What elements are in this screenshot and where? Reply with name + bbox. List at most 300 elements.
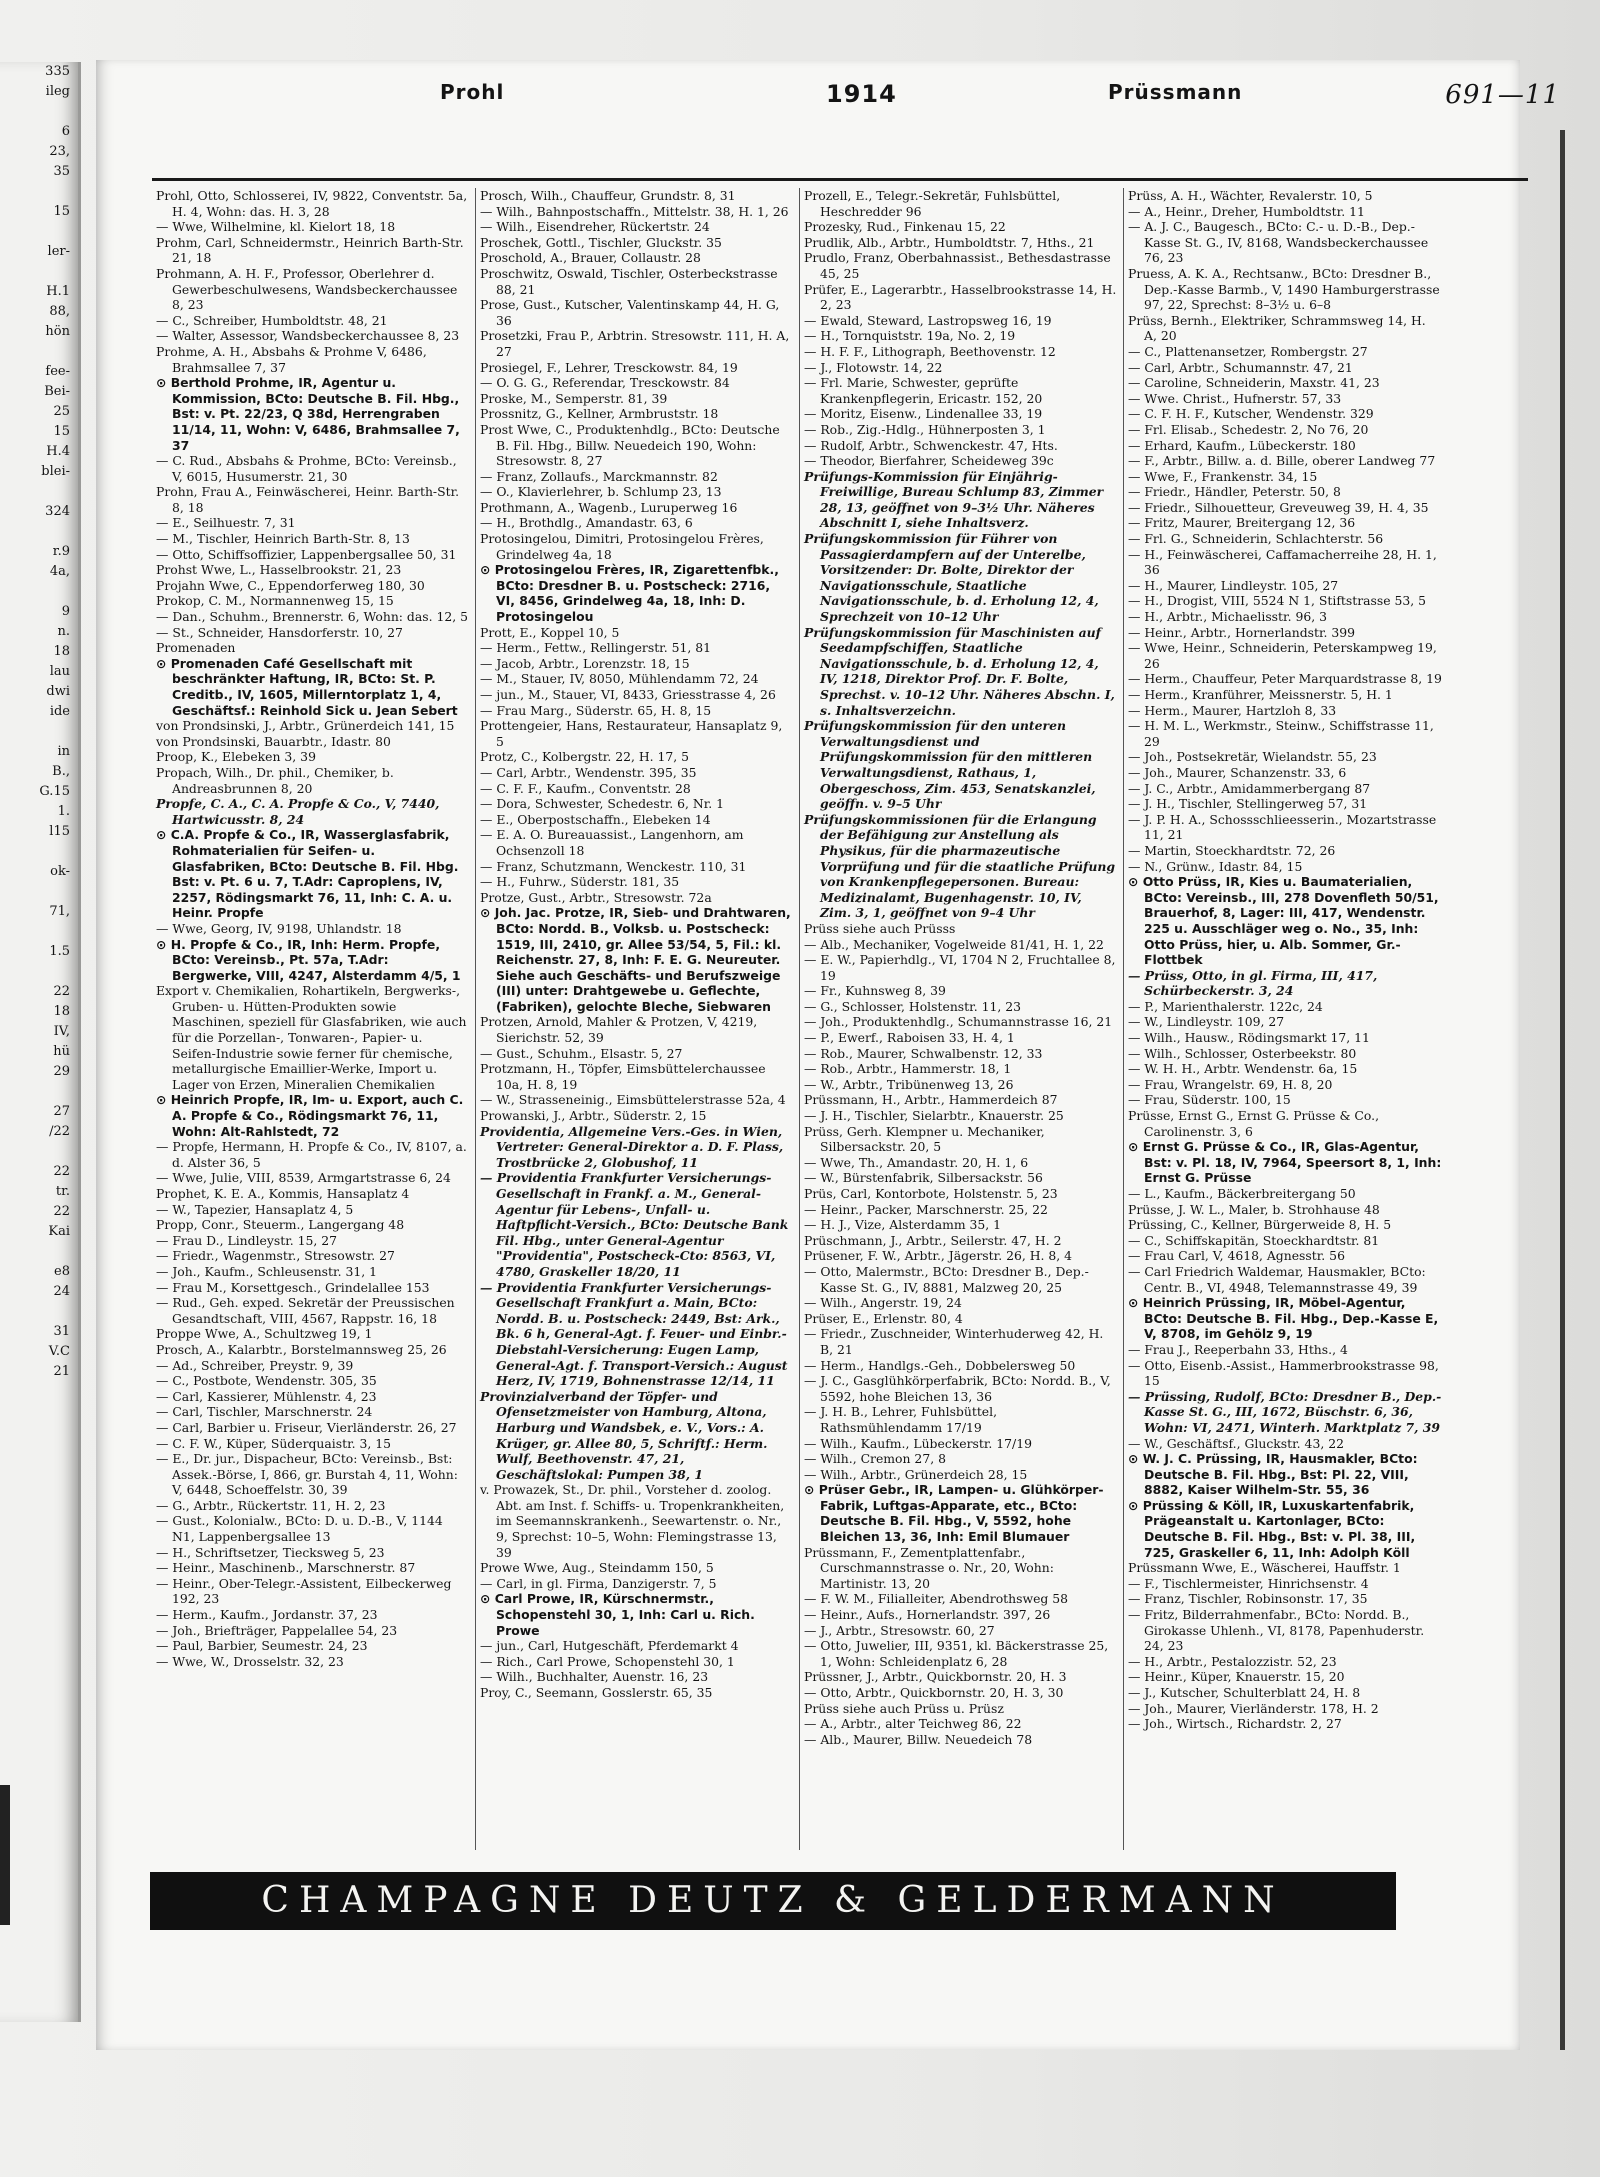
directory-entry: — Rob., Zig.-Hdlg., Hühnerposten 3, 1 — [804, 421, 1046, 437]
directory-entry: — J., Flotowstr. 14, 22 — [804, 359, 943, 375]
directory-entry: ⊙ Otto Prüss, IR, Kies u. Baumaterialien, BCto: Vereinsb., III, 278 Dovenfleth 50/51, Brauerhof, 8, Lager: III, 417, Wendenstr. 225 u. Ausschläger weg o. No., 35, Inh: Otto Prüss, hier, u. Alb. Sommer, Gr.-Flottbek — [1128, 874, 1439, 968]
directory-entry: — G., Schlosser, Holstenstr. 11, 23 — [804, 998, 1021, 1014]
directory-entry: Prüss, Bernh., Elektriker, Schrammsweg 14, H. A, 20 — [1128, 312, 1426, 344]
directory-entry: — A., Arbtr., alter Teichweg 86, 22 — [804, 1716, 1022, 1732]
directory-entry: — Ewald, Steward, Lastropsweg 16, 19 — [804, 312, 1052, 328]
directory-entry: — C. F. F., Kaufm., Conventstr. 28 — [480, 780, 691, 796]
directory-entry: Prudlik, Alb., Arbtr., Humboldtstr. 7, Hths., 21 — [804, 234, 1095, 250]
directory-entry: — Paul, Barbier, Seumestr. 24, 23 — [156, 1638, 368, 1654]
directory-entry: — Prüssing, Rudolf, BCto: Dresdner B., Dep.-Kasse St. G., III, 1672, Büschstr. 6, 36, Wohn: VI, 2471, Winterh. Marktplatz 7, 39 — [1128, 1388, 1442, 1435]
directory-entry: — Jacob, Arbtr., Lorenzstr. 18, 15 — [480, 655, 690, 671]
directory-entry: — Frl. Marie, Schwester, geprüfte Krankenpflegerin, Ericastr. 152, 20 — [804, 375, 1043, 406]
directory-entry: — Walter, Assessor, Wandsbeckerchaussee 8, 23 — [156, 328, 460, 344]
facing-page-edge — [0, 62, 81, 2022]
facing-page-fragment — [0, 882, 78, 902]
directory-entry: — A., Heinr., Dreher, Humboldtstr. 11 — [1128, 203, 1365, 219]
facing-page-fragment — [0, 182, 78, 202]
directory-entry: — O. G. G., Referendar, Tresckowstr. 84 — [480, 375, 730, 391]
directory-entry: — O., Klavierlehrer, b. Schlump 23, 13 — [480, 484, 722, 500]
directory-entry: — Wwe, W., Drosselstr. 32, 23 — [156, 1653, 344, 1669]
directory-entry: — Erhard, Kaufm., Lübeckerstr. 180 — [1128, 437, 1356, 453]
directory-entry: — H., Tornquiststr. 19a, No. 2, 19 — [804, 328, 1016, 344]
directory-entry: — Otto, Eisenb.-Assist., Hammerbrookstrasse 98, 15 — [1128, 1357, 1439, 1389]
facing-page-fragment: IV, — [53, 1024, 70, 1039]
facing-page-fragment — [0, 962, 78, 982]
directory-entry: — Joh., Wirtsch., Richardstr. 2, 27 — [1128, 1716, 1342, 1732]
directory-entry: Prohst Wwe, L., Hasselbrookstr. 21, 23 — [156, 562, 402, 578]
facing-page-fragment: e8 — [54, 1264, 70, 1279]
facing-page-fragment — [0, 222, 78, 242]
directory-entry: — Propfe, Hermann, H. Propfe & Co., IV, 8107, a. d. Alster 36, 5 — [156, 1139, 467, 1170]
directory-entry: — E. A. O. Bureauassist., Langenhorn, am Ochsenzoll 18 — [480, 827, 744, 858]
directory-entry: Prüssmann, H., Arbtr., Hammerdeich 87 — [804, 1092, 1058, 1108]
directory-entry: von Prondsinski, J., Arbtr., Grünerdeich 141, 15 — [156, 718, 455, 734]
directory-entry: Prüss, A. H., Wächter, Revalerstr. 10, 5 — [1128, 188, 1373, 203]
directory-entry: — J. P. H. A., Schossschlieesserin., Mozartstrasse 11, 21 — [1128, 811, 1437, 843]
facing-page-fragment: 9 — [61, 604, 70, 619]
directory-columns — [152, 188, 1448, 1850]
directory-entry: — W., Tapezier, Hansaplatz 4, 5 — [156, 1201, 354, 1217]
directory-entry: Prüss, Gerh. Klempner u. Mechaniker, Silbersackstr. 20, 5 — [804, 1123, 1045, 1155]
facing-page-fragment: fee- — [45, 364, 70, 379]
facing-page-fragment: 21 — [53, 1364, 70, 1379]
facing-page-fragment — [0, 1082, 78, 1102]
facing-page-fragment — [0, 1302, 78, 1322]
directory-entry: — C., Schiffskapitän, Stoeckhardtstr. 81 — [1128, 1232, 1380, 1248]
header-rule — [152, 178, 1528, 181]
directory-entry: Proppe Wwe, A., Schultzweg 19, 1 — [156, 1326, 373, 1342]
directory-entry: Prokop, C. M., Normannenweg 15, 15 — [156, 593, 394, 609]
facing-page-fragment: 27 — [53, 1104, 70, 1119]
facing-page-fragment: 1.5 — [49, 944, 70, 959]
facing-page-fragment: 324 — [45, 504, 70, 519]
directory-entry: — C. Rud., Absbahs & Prohme, BCto: Vereinsb., V, 6015, Husumerstr. 21, 30 — [156, 453, 457, 484]
facing-page-ad-edge — [0, 1785, 10, 1925]
facing-page-fragment: H.1 — [46, 284, 70, 299]
directory-entry: — H., Schriftsetzer, Tiecksweg 5, 23 — [156, 1544, 385, 1560]
directory-entry: — Heinr., Maschinenb., Marschnerstr. 87 — [156, 1560, 416, 1576]
directory-entry: — Wilh., Hausw., Rödingsmarkt 17, 11 — [1128, 1030, 1370, 1046]
directory-entry: — Heinr., Packer, Marschnerstr. 25, 22 — [804, 1201, 1048, 1217]
directory-entry: — Prüss, Otto, in gl. Firma, III, 417, Schürbeckerstr. 3, 24 — [1128, 967, 1378, 999]
directory-entry: — St., Schneider, Hansdorferstr. 10, 27 — [156, 624, 403, 640]
directory-entry: — Carl, Tischler, Marschnerstr. 24 — [156, 1404, 373, 1420]
facing-page-fragment: V.C — [48, 1344, 70, 1359]
directory-entry: — Caroline, Schneiderin, Maxstr. 41, 23 — [1128, 375, 1380, 391]
facing-page-fragment: /22 — [49, 1124, 70, 1139]
directory-entry: — Wilh., Arbtr., Grünerdeich 28, 15 — [804, 1466, 1028, 1482]
directory-entry: — Frau Marg., Süderstr. 65, H. 8, 15 — [480, 702, 712, 718]
directory-column-3 — [800, 188, 1124, 1850]
facing-page-fragment: 4a, — [49, 564, 70, 579]
page-number: 691—11 — [1445, 80, 1560, 110]
directory-entry: — F., Tischlermeister, Hinrichsenstr. 4 — [1128, 1575, 1369, 1591]
directory-entry: Prüss siehe auch Prüss u. Prüsz — [804, 1700, 1004, 1716]
directory-entry: Export v. Chemikalien, Rohartikeln, Bergwerks-, Gruben- u. Hütten-Produkten sowie Maschinen, speziell für Glasfabriken, wie auch für die Porzellan-, Tonwaren-, Papier- u. Seifen-Industrie sowie ferner für chemische, metallurgische Emaillier-Werke, Import u. Lager von Erzen, Mineralien Chemikalien — [156, 983, 467, 1092]
directory-entry: — H., Feinwäscherei, Caffamacherreihe 28, H. 1, 36 — [1128, 546, 1437, 578]
facing-page-fragment: Bei- — [44, 384, 70, 399]
running-head — [60, 80, 1560, 120]
directory-entry: Protze, Gust., Arbtr., Stresowstr. 72a — [480, 889, 712, 905]
directory-entry: — Martin, Stoeckhardtstr. 72, 26 — [1128, 842, 1336, 858]
directory-entry: — J. C., Arbtr., Amidammerbergang 87 — [1128, 780, 1371, 796]
directory-entry: Protzen, Arnold, Mahler & Protzen, V, 4219, Sierichstr. 52, 39 — [480, 1014, 758, 1046]
facing-page-fragment — [0, 582, 78, 602]
advertisement-banner: CHAMPAGNE DEUTZ & GELDERMANN — [150, 1872, 1396, 1930]
directory-entry: — Wwe. Christ., Hufnerstr. 57, 33 — [1128, 390, 1342, 406]
facing-page-fragment — [0, 482, 78, 502]
directory-entry: — F. W. M., Filialleiter, Abendrothsweg 58 — [804, 1591, 1069, 1607]
directory-entry: Prüssmann, F., Zementplattenfabr., Curschmannstrasse o. Nr., 20, Wohn: Martinistr. 13, 20 — [804, 1544, 1054, 1591]
directory-entry: — H., Arbtr., Michaelisstr. 96, 3 — [1128, 609, 1327, 625]
directory-entry: — Wilh., Eisendreher, Rückertstr. 24 — [480, 219, 710, 235]
directory-entry: — Otto, Schiffsoffizier, Lappenbergsallee 50, 31 — [156, 546, 457, 562]
directory-entry: — Wwe, Wilhelmine, kl. Kielort 18, 18 — [156, 219, 396, 235]
directory-entry: v. Prowazek, St., Dr. phil., Vorsteher d. zoolog. Abt. am Inst. f. Schiffs- u. Tropenkrankheiten, im Seemannskrankenh., Seewartenstr. o. Nr., 9, Sprechst: 10–5, Wohn: Flemingstrasse 13, 39 — [480, 1482, 785, 1560]
directory-entry: — Wwe, Georg, IV, 9198, Uhlandstr. 18 — [156, 920, 402, 936]
directory-entry: — Dan., Schuhm., Brennerstr. 6, Wohn: das. 12, 5 — [156, 609, 469, 625]
directory-entry: Prüssing, C., Kellner, Bürgerweide 8, H. 5 — [1128, 1217, 1392, 1233]
directory-entry: — F., Arbtr., Billw. a. d. Bille, oberer Landweg 77 — [1128, 453, 1436, 469]
directory-entry: — E. W., Papierhdlg., VI, 1704 N 2, Fruchtallee 8, 19 — [804, 952, 1116, 983]
directory-entry: — Frau M., Korsettgesch., Grindelallee 153 — [156, 1279, 430, 1295]
directory-entry: — H., Arbtr., Pestalozzistr. 52, 23 — [1128, 1653, 1337, 1669]
directory-entry: — J. C., Gasglühkörperfabrik, BCto: Nordd. B., V, 5592, hohe Bleichen 13, 36 — [804, 1373, 1111, 1404]
directory-entry: — Rob., Arbtr., Hammerstr. 18, 1 — [804, 1061, 1012, 1077]
directory-entry: ⊙ Prüser Gebr., IR, Lampen- u. Glühkörper-Fabrik, Luftgas-Apparate, etc., BCto: Deutsche B. Fil. Hbg., V, 5592, hohe Bleichen 13, 36, Inh: Emil Blumauer — [804, 1482, 1104, 1545]
directory-entry: von Prondsinski, Bauarbtr., Idastr. 80 — [156, 733, 391, 749]
directory-entry: — Heinr., Küper, Knauerstr. 15, 20 — [1128, 1669, 1345, 1685]
directory-entry: Prosch, A., Kalarbtr., Borstelmannsweg 25, 26 — [156, 1341, 447, 1357]
page-edge-shadow — [1560, 130, 1565, 2050]
facing-page-fragment: Kai — [48, 1224, 70, 1239]
directory-entry: Prozell, E., Telegr.-Sekretär, Fuhlsbüttel, Heschredder 96 — [804, 188, 1061, 219]
directory-entry: — Joh., Produktenhdlg., Schumannstrasse 16, 21 — [804, 1014, 1113, 1030]
directory-entry: — H. F. F., Lithograph, Beethovenstr. 12 — [804, 343, 1056, 359]
directory-entry: — Rudolf, Arbtr., Schwenckestr. 47, Hts. — [804, 437, 1058, 453]
directory-entry: ⊙ Heinrich Prüssing, IR, Möbel-Agentur, BCto: Deutsche B. Fil. Hbg., Dep.-Kasse E, V, 8708, im Gehölz 9, 19 — [1128, 1295, 1439, 1342]
directory-entry: Prossnitz, G., Kellner, Armbruststr. 18 — [480, 406, 719, 422]
directory-entry: — Wilh., Buchhalter, Auenstr. 16, 23 — [480, 1669, 709, 1685]
directory-column-1 — [152, 188, 476, 1850]
directory-entry: Proop, K., Elebeken 3, 39 — [156, 749, 316, 765]
directory-entry: — E., Seilhuestr. 7, 31 — [156, 515, 296, 531]
directory-entry: ⊙ Promenaden Café Gesellschaft mit beschränkter Haftung, IR, BCto: St. P. Creditb., IV, 1605, Millerntorplatz 1, 4, Geschäftsf.: Reinhold Sick u. Jean Sebert — [156, 655, 458, 718]
directory-entry: Proschold, A., Brauer, Collaustr. 28 — [480, 250, 701, 266]
facing-page-fragment: 15 — [53, 424, 70, 439]
facing-page-fragment: H.4 — [46, 444, 70, 459]
directory-entry: Prohm, Carl, Schneidermstr., Heinrich Barth-Str. 21, 18 — [156, 234, 464, 266]
directory-entry: Prüfungskommissionen für die Erlangung der Befähigung zur Anstellung als Physikus, für die pharmazeutische Vorprüfung und für die staatliche Prüfung von Krankenpflegepersonen. Bureau: Medizinalamt, Bugenhagenstr. 10, IV, Zim. 3, 1, geöffnet von 9–4 Uhr — [804, 811, 1116, 921]
directory-entry: — Frl. G., Schneiderin, Schlachterstr. 56 — [1128, 531, 1384, 547]
directory-entry: ⊙ Joh. Jac. Protze, IR, Sieb- und Drahtwaren, BCto: Nordd. B., Volksb. u. Postscheck: 1519, III, 2410, gr. Allee 53/54, 5, Fil.: kl. Reichenstr. 27, 8, Inh: F. E. G. Neureuter. Siehe auch Geschäfts- und Berufszweige (III) unter: Drahtgewebe u. Geflechte, (Fabriken), gelochte Bleche, Siebwaren — [480, 905, 791, 1014]
directory-entry: — Franz, Schutzmann, Wenckestr. 110, 31 — [480, 858, 747, 874]
facing-page-fragment: lau — [49, 664, 70, 679]
directory-entry: — Joh., Kaufm., Schleusenstr. 31, 1 — [156, 1263, 377, 1279]
directory-entry: — Wilh., Kaufm., Lübeckerstr. 17/19 — [804, 1435, 1033, 1451]
directory-entry: — Carl, Arbtr., Wendenstr. 395, 35 — [480, 764, 697, 780]
facing-page-fragment: 22 — [53, 1204, 70, 1219]
directory-entry: — Herm., Kranführer, Meissnerstr. 5, H. 1 — [1128, 687, 1393, 702]
directory-entry: Prüfungskommission für Führer von Passagierdampfern auf der Unterelbe, Vorsitzender: Dr. Bolte, Direktor der Navigationsschule, Staatliche Navigationsschule, b. d. Erholung 12, 4, Sprechzeit von 10–12 Uhr — [804, 531, 1099, 625]
directory-entry: — Franz, Tischler, Robinsonstr. 17, 35 — [1128, 1591, 1368, 1607]
facing-page-fragment: ileg — [45, 84, 70, 99]
directory-entry: — Wwe, Julie, VIII, 8539, Armgartstrasse 6, 24 — [156, 1170, 451, 1186]
directory-entry: — P., Ewerf., Raboisen 33, H. 4, 1 — [804, 1030, 1015, 1046]
directory-entry: Protzmann, H., Töpfer, Eimsbüttelerchaussee 10a, H. 8, 19 — [480, 1061, 766, 1092]
facing-page-fragment: 71, — [49, 904, 70, 919]
directory-entry: Prott, E., Koppel 10, 5 — [480, 624, 620, 640]
facing-page-fragment: ler- — [47, 244, 70, 259]
directory-entry: — Dora, Schwester, Schedestr. 6, Nr. 1 — [480, 796, 725, 812]
directory-entry: — Otto, Arbtr., Quickbornstr. 20, H. 3, 30 — [804, 1685, 1064, 1700]
directory-entry: — Alb., Maurer, Billw. Neuedeich 78 — [804, 1731, 1033, 1747]
facing-page-fragment: B., — [52, 764, 70, 779]
directory-entry: Prohme, A. H., Absbahs & Prohme V, 6486, Brahmsallee 7, 37 — [156, 343, 427, 375]
directory-entry: Protosingelou, Dimitri, Protosingelou Frères, Grindelweg 4a, 18 — [480, 531, 764, 562]
directory-entry: — J. H., Tischler, Stellingerweg 57, 31 — [1128, 796, 1368, 812]
facing-page-fragment: 1. — [57, 804, 70, 819]
directory-entry: — Ad., Schreiber, Preystr. 9, 39 — [156, 1357, 354, 1373]
directory-entry: — H., Brothdlg., Amandastr. 63, 6 — [480, 515, 693, 531]
facing-page-fragment: 18 — [53, 644, 70, 659]
directory-entry: Providentia, Allgemeine Vers.-Ges. in Wien, Vertreter: General-Direktor a. D. F. Plass, Trostbrücke 2, Globushof, 11 — [480, 1123, 784, 1170]
directory-entry: Protz, C., Kolbergstr. 22, H. 17, 5 — [480, 749, 690, 765]
directory-entry: ⊙ Prüssing & Köll, IR, Luxuskartenfabrik, Prägeanstalt u. Kartonlager, BCto: Deutsche B. Fil. Hbg., Bst: v. Pl. 38, III, 725, Graskeller 6, 11, Inh: Adolph Köll — [1128, 1497, 1416, 1560]
directory-entry: — Carl, in gl. Firma, Danzigerstr. 7, 5 — [480, 1575, 717, 1591]
directory-entry: — H., Maurer, Lindleystr. 105, 27 — [1128, 577, 1339, 593]
directory-entry: — Frau, Wrangelstr. 69, H. 8, 20 — [1128, 1076, 1333, 1092]
directory-entry: Propfe, C. A., C. A. Propfe & Co., V, 7440, Hartwicusstr. 8, 24 — [156, 796, 440, 827]
directory-entry: — Otto, Juwelier, III, 9351, kl. Bäckerstrasse 25, 1, Wohn: Schleidenplatz 6, 28 — [804, 1638, 1109, 1669]
facing-page-fragment: 88, — [49, 304, 70, 319]
directory-entry: — Fritz, Bilderrahmenfabr., BCto: Nordd. B., Girokasse Uhlenh., VI, 8178, Papenhuderstr. 24, 23 — [1128, 1607, 1425, 1654]
directory-entry: ⊙ H. Propfe & Co., IR, Inh: Herm. Propfe, BCto: Vereinsb., Pt. 57a, T.Adr: Bergwerke, VIII, 4247, Alsterdamm 4/5, 1 — [156, 936, 461, 983]
directory-column-2 — [476, 188, 800, 1850]
facing-page-fragment: 24 — [53, 1284, 70, 1299]
directory-entry: Prozesky, Rud., Finkenau 15, 22 — [804, 219, 1006, 235]
directory-column-4 — [1124, 188, 1448, 1850]
directory-entry: Prost Wwe, C., Produktenhdlg., BCto: Deutsche B. Fil. Hbg., Billw. Neuedeich 190, Wohn: Stresowstr. 8, 27 — [480, 421, 780, 469]
directory-entry: — Carl, Kassierer, Mühlenstr. 4, 23 — [156, 1388, 377, 1404]
directory-entry: — Gust., Kolonialw., BCto: D. u. D.-B., V, 1144 N1, Lappenbergsallee 13 — [156, 1513, 443, 1545]
directory-entry: — Moritz, Eisenw., Lindenallee 33, 19 — [804, 406, 1043, 422]
directory-entry: — H. J., Vize, Alsterdamm 35, 1 — [804, 1217, 1002, 1233]
directory-entry: — Fritz, Maurer, Breitergang 12, 36 — [1128, 515, 1356, 531]
directory-entry: — Herm., Chauffeur, Peter Marquardstrasse 8, 19 — [1128, 671, 1442, 687]
directory-entry: — N., Grünw., Idastr. 84, 15 — [1128, 858, 1303, 874]
directory-entry: — W., Geschäftsf., Gluckstr. 43, 22 — [1128, 1435, 1344, 1451]
directory-entry: Prohmann, A. H. F., Professor, Oberlehrer d. Gewerbeschulwesens, Wandsbeckerchaussee 8, 23 — [156, 265, 458, 313]
facing-page-fragment — [0, 1142, 78, 1162]
directory-entry: — Herm., Handlgs.-Geh., Dobbelersweg 50 — [804, 1357, 1076, 1373]
directory-entry: — J., Arbtr., Stresowstr. 60, 27 — [804, 1622, 995, 1638]
directory-entry: — Heinr., Arbtr., Hornerlandstr. 399 — [1128, 624, 1356, 640]
directory-entry: ⊙ Berthold Prohme, IR, Agentur u. Kommission, BCto: Deutsche B. Fil. Hbg., Bst: v. Pt. 22/23, Q 38d, Herrengraben 11/14, 11, Wohn: V, 6486, Brahmsallee 7, 37 — [156, 375, 460, 453]
directory-entry: Prüfungskommission für den unteren Verwaltungsdienst und Prüfungskommission für den mittleren Verwaltungsdienst, Rathaus, 1, Obergeschoss, Zim. 453, Senatskanzlei, geöffn. v. 9–5 Uhr — [804, 718, 1096, 812]
directory-entry: — A. J. C., Baugesch., BCto: C.- u. D.-B., Dep.-Kasse St. G., IV, 8168, Wandsbeckerchaussee 76, 23 — [1128, 219, 1429, 266]
directory-entry: — E., Oberpostschaffn., Elebeken 14 — [480, 811, 711, 827]
directory-entry: — Wwe, Heinr., Schneiderin, Peterskampweg 19, 26 — [1128, 640, 1437, 671]
directory-entry: — Wilh., Cremon 27, 8 — [804, 1451, 946, 1467]
directory-entry: — Rob., Maurer, Schwalbenstr. 12, 33 — [804, 1045, 1043, 1061]
directory-entry: — Joh., Maurer, Vierländerstr. 178, H. 2 — [1128, 1700, 1379, 1716]
facing-page-fragment: 335 — [45, 64, 70, 79]
directory-entry: Prose, Gust., Kutscher, Valentinskamp 44, H. G, 36 — [480, 297, 780, 328]
directory-entry: ⊙ Heinrich Propfe, IR, Im- u. Export, auch C. A. Propfe & Co., Rödingsmarkt 76, 11, Wohn: Alt-Rahlstedt, 72 — [156, 1092, 464, 1139]
directory-entry: Prüfungs-Kommission für Einjährig-Freiwillige, Bureau Schlump 83, Zimmer 28, 13, geöffnet von 9–3½ Uhr. Näheres Abschnitt I, siehe Inhaltsverz. — [804, 468, 1104, 531]
directory-entry: Propp, Conr., Steuerm., Langergang 48 — [156, 1217, 405, 1233]
directory-entry: Prüser, E., Erlenstr. 80, 4 — [804, 1310, 963, 1326]
directory-entry: — Frau Carl, V, 4618, Agnesstr. 56 — [1128, 1248, 1345, 1264]
directory-entry: — Providentia Frankfurter Versicherungs-Gesellschaft in Frankf. a. M., General-Agentur für Lebens-, Unfall- u. Haftpflicht-Versich., BCto: Deutsche Bank Fil. Hbg., unter General-Agentur "Providentia", Postscheck-Cto: 8563, VI, 4780, Graskeller 18/20, 11 — [480, 1170, 789, 1279]
facing-page-fragment: 6 — [61, 124, 70, 139]
directory-entry: — Rich., Carl Prowe, Schopenstehl 30, 1 — [480, 1653, 735, 1669]
directory-entry: — E., Dr. jur., Dispacheur, BCto: Vereinsb., Bst: Assek.-Börse, I, 866, gr. Burstah 4, 11, Wohn: V, 6448, Schoeffelstr. 30, 39 — [156, 1451, 458, 1498]
directory-entry: — M., Tischler, Heinrich Barth-Str. 8, 13 — [156, 531, 410, 547]
directory-entry: Prüss siehe auch Prüsss — [804, 920, 956, 936]
directory-entry: — H., Drogist, VIII, 5524 N 1, Stiftstrasse 53, 5 — [1128, 593, 1427, 609]
directory-entry: — J., Kutscher, Schulterblatt 24, H. 8 — [1128, 1685, 1361, 1700]
directory-entry: Prottengeier, Hans, Restaurateur, Hansaplatz 9, 5 — [480, 718, 783, 749]
directory-entry: — Frau J., Reeperbahn 33, Hths., 4 — [1128, 1341, 1348, 1357]
directory-entry: Prothmann, A., Wagenb., Luruperweg 16 — [480, 499, 738, 515]
directory-entry: Proske, M., Semperstr. 81, 39 — [480, 390, 668, 406]
facing-page-fragment: ok- — [50, 864, 70, 879]
directory-entry: — Wwe, Th., Amandastr. 20, H. 1, 6 — [804, 1154, 1029, 1170]
facing-page-fragment: 29 — [53, 1064, 70, 1079]
facing-page-fragment: 35 — [53, 164, 70, 179]
directory-entry: — W., Bürstenfabrik, Silbersackstr. 56 — [804, 1170, 1043, 1186]
facing-page-fragment — [0, 262, 78, 282]
directory-entry: Prudlo, Franz, Oberbahnassist., Bethesdastrasse 45, 25 — [804, 250, 1111, 281]
facing-page-fragment: 15 — [53, 204, 70, 219]
directory-entry: — Carl, Arbtr., Schumannstr. 47, 21 — [1128, 359, 1353, 375]
directory-entry: Proschwitz, Oswald, Tischler, Osterbeckstrasse 88, 21 — [480, 265, 778, 297]
directory-entry: — C., Schreiber, Humboldtstr. 48, 21 — [156, 312, 388, 328]
directory-entry: — Gust., Schuhm., Elsastr. 5, 27 — [480, 1045, 683, 1061]
directory-entry: — Alb., Mechaniker, Vogelweide 81/41, H. 1, 22 — [804, 936, 1104, 952]
directory-entry: Pruess, A. K. A., Rechtsanw., BCto: Dresdner B., Dep.-Kasse Barmb., V, 1490 Hamburgerstrasse 97, 22, Sprechst: 8–3½ u. 6–8 — [1128, 265, 1440, 313]
facing-page-fragment — [0, 342, 78, 362]
directory-entry: — C., Postbote, Wendenstr. 305, 35 — [156, 1373, 377, 1389]
directory-entry: — Frl. Elisab., Schedestr. 2, No 76, 20 — [1128, 421, 1369, 437]
directory-entry: — Joh., Briefträger, Pappelallee 54, 23 — [156, 1622, 398, 1638]
directory-entry: — Providentia Frankfurter Versicherungs-Gesellschaft Frankfurt a. Main, BCto: Nordd. B. u. Postscheck: 2449, Bst: Ark., Bk. 6 h, General-Agt. f. Feuer- und Einbr.-Diebstahl-Versicherung: Eugen Lamp, General-Agt. f. Transport-Versich.: August Herz, IV, 1719, Bohnenstrasse 12/14, 11 — [480, 1279, 788, 1389]
directory-entry: — Heinr., Ober-Telegr.-Assistent, Eilbeckerweg 192, 23 — [156, 1575, 452, 1607]
directory-entry: Provinzialverband der Töpfer- und Ofensetzmeister von Hamburg, Altona, Harburg und Wandsbek, e. V., Vors.: A. Krüger, gr. Allee 80, 5, Schriftf.: Herm. Wulf, Beethovenstr. 47, 21, Geschäftslokal: Pumpen 38, 1 — [480, 1388, 768, 1482]
facing-page-fragment: l15 — [49, 824, 70, 839]
directory-entry: Prüfungskommission für Maschinisten auf Seedampfschiffen, Staatliche Navigationsschule, b. d. Erholung 12, 4, IV, 1218, Direktor Prof. Dr. F. Bolte, Sprechst. v. 10–12 Uhr. Näheres Abschn. I, s. Inhaltsverzeichn. — [804, 624, 1115, 718]
directory-entry: Promenaden — [156, 640, 236, 656]
directory-entry: Prohn, Frau A., Feinwäscherei, Heinr. Barth-Str. 8, 18 — [156, 484, 460, 515]
facing-page-fragment — [0, 722, 78, 742]
directory-entry: — G., Arbtr., Rückertstr. 11, H. 2, 23 — [156, 1497, 386, 1513]
directory-entry: — W. H. H., Arbtr. Wendenstr. 6a, 15 — [1128, 1061, 1358, 1077]
facing-page-fragment — [0, 522, 78, 542]
directory-entry: — Theodor, Bierfahrer, Scheideweg 39c — [804, 453, 1054, 469]
directory-entry: — Frau, Süderstr. 100, 15 — [1128, 1092, 1291, 1108]
facing-page-fragment: hü — [53, 1044, 70, 1059]
directory-entry: Prüssner, J., Arbtr., Quickbornstr. 20, H. 3 — [804, 1669, 1067, 1685]
directory-entry: Prüs, Carl, Kontorbote, Holstenstr. 5, 23 — [804, 1186, 1058, 1201]
directory-entry: ⊙ C.A. Propfe & Co., IR, Wasserglasfabrik, Rohmaterialien für Seifen- u. Glasfabriken, BCto: Deutsche B. Fil. Hbg. Bst: v. Pt. 6 u. 7, T.Adr: Caproplens, IV, 2257, Rödingsmarkt 76, 11, Inh: C. A. u. Heinr. Propfe — [156, 827, 459, 921]
facing-page-fragment: 25 — [53, 404, 70, 419]
facing-page-fragment: tr. — [55, 1184, 70, 1199]
facing-page-fragment: hön — [45, 324, 70, 339]
facing-page-fragment: blei- — [41, 464, 70, 479]
directory-entry: — Joh., Postsekretär, Wielandstr. 55, 23 — [1128, 749, 1377, 765]
directory-entry: Prüfer, E., Lagerarbtr., Hasselbrookstrasse 14, H. 2, 23 — [804, 281, 1117, 313]
directory-entry: Prosch, Wilh., Chauffeur, Grundstr. 8, 31 — [480, 188, 736, 203]
directory-entry: — Friedr., Silhouetteur, Greveuweg 39, H. 4, 35 — [1128, 499, 1429, 515]
directory-entry: — Fr., Kuhnsweg 8, 39 — [804, 983, 946, 999]
directory-entry: — H. M. L., Werkmstr., Steinw., Schiffstrasse 11, 29 — [1128, 718, 1434, 749]
facing-page-fragment — [0, 922, 78, 942]
facing-page-fragment: 31 — [53, 1324, 70, 1339]
directory-entry: Prowe Wwe, Aug., Steindamm 150, 5 — [480, 1560, 714, 1576]
facing-page-fragment: n. — [57, 624, 70, 639]
facing-page-fragment: 22 — [53, 984, 70, 999]
directory-entry: — C., Plattenansetzer, Rombergstr. 27 — [1128, 343, 1368, 359]
directory-entry: ⊙ Protosingelou Frères, IR, Zigarettenfbk., BCto: Dresdner B. u. Postscheck: 2716, VI, 8456, Grindelweg 4a, 18, Inh: D. Protosingelou — [480, 562, 779, 625]
running-head-year: 1914 — [826, 80, 897, 108]
directory-entry: — Frau D., Lindleystr. 15, 27 — [156, 1232, 338, 1248]
facing-page-fragment: 22 — [53, 1164, 70, 1179]
running-head-first-name: Prohl — [440, 80, 505, 104]
directory-entry: — Heinr., Aufs., Hornerlandstr. 397, 26 — [804, 1607, 1051, 1623]
directory-entry: — M., Stauer, IV, 8050, Mühlendamm 72, 24 — [480, 671, 759, 687]
facing-page-fragment: r.9 — [52, 544, 70, 559]
directory-entry: Propach, Wilh., Dr. phil., Chemiker, b. Andreasbrunnen 8, 20 — [156, 764, 394, 796]
directory-entry: — Wilh., Angerstr. 19, 24 — [804, 1295, 962, 1311]
directory-entry: Prohl, Otto, Schlosserei, IV, 9822, Conventstr. 5a, H. 4, Wohn: das. H. 3, 28 — [156, 188, 468, 219]
directory-entry: — C. F. H. F., Kutscher, Wendenstr. 329 — [1128, 406, 1374, 422]
directory-entry: Proschek, Gottl., Tischler, Gluckstr. 35 — [480, 234, 722, 250]
directory-entry: — H., Fuhrw., Süderstr. 181, 35 — [480, 874, 680, 890]
directory-entry: Projahn Wwe, C., Eppendorferweg 180, 30 — [156, 577, 425, 593]
directory-entry: — Friedr., Zuschneider, Winterhuderweg 42, H. B, 21 — [804, 1326, 1104, 1357]
directory-entry: — Carl Friedrich Waldemar, Hausmakler, BCto: Centr. B., VI, 4948, Telemannstrasse 49, 39 — [1128, 1263, 1426, 1295]
directory-entry: — Rud., Geh. exped. Sekretär der Preussischen Gesandtschaft, VIII, 4567, Rappstr. 16, 18 — [156, 1295, 455, 1326]
directory-entry: — Wilh., Schlosser, Osterbeekstr. 80 — [1128, 1045, 1357, 1061]
directory-entry: Prosiegel, F., Lehrer, Tresckowstr. 84, 19 — [480, 359, 738, 375]
facing-page-fragment: in — [57, 744, 70, 759]
directory-entry: — J. H. B., Lehrer, Fuhlsbüttel, Rathsmühlendamm 17/19 — [804, 1404, 998, 1435]
directory-entry: — J. H., Tischler, Sielarbtr., Knauerstr. 25 — [804, 1108, 1064, 1124]
directory-entry: Proy, C., Seemann, Gosslerstr. 65, 35 — [480, 1685, 713, 1700]
directory-entry: — P., Marienthalerstr. 122c, 24 — [1128, 998, 1323, 1014]
directory-entry: Prüsse, J. W. L., Maler, b. Strohhause 48 — [1128, 1201, 1380, 1217]
directory-entry: — W., Arbtr., Tribünenweg 13, 26 — [804, 1076, 1014, 1092]
directory-entry: Prophet, K. E. A., Kommis, Hansaplatz 4 — [156, 1186, 410, 1201]
directory-entry: — C. F. W., Küper, Süderquaistr. 3, 15 — [156, 1435, 392, 1451]
directory-entry: Prosetzki, Frau P., Arbtrin. Stresowstr. 111, H. A, 27 — [480, 328, 790, 359]
directory-entry: — Otto, Malermstr., BCto: Dresdner B., Dep.-Kasse St. G., IV, 8881, Malzweg 20, 25 — [804, 1263, 1089, 1295]
directory-entry: Prüsener, F. W., Arbtr., Jägerstr. 26, H. 8, 4 — [804, 1248, 1073, 1264]
directory-entry: — jun., Carl, Hutgeschäft, Pferdemarkt 4 — [480, 1638, 739, 1654]
facing-page-fragment: dwi — [46, 684, 70, 699]
directory-entry: Prüsse, Ernst G., Ernst G. Prüsse & Co., Carolinenstr. 3, 6 — [1128, 1108, 1380, 1139]
facing-page-fragment — [0, 1242, 78, 1262]
directory-entry: — Friedr., Wagenmstr., Stresowstr. 27 — [156, 1248, 395, 1264]
directory-entry: — Wwe, F., Frankenstr. 34, 15 — [1128, 468, 1318, 484]
facing-page-fragment: ide — [49, 704, 70, 719]
directory-entry: — Carl, Barbier u. Friseur, Vierländerstr. 26, 27 — [156, 1419, 457, 1435]
directory-entry: — W., Lindleystr. 109, 27 — [1128, 1014, 1285, 1030]
facing-page-fragment: 18 — [53, 1004, 70, 1019]
directory-entry: — Franz, Zollaufs., Marckmannstr. 82 — [480, 468, 718, 484]
